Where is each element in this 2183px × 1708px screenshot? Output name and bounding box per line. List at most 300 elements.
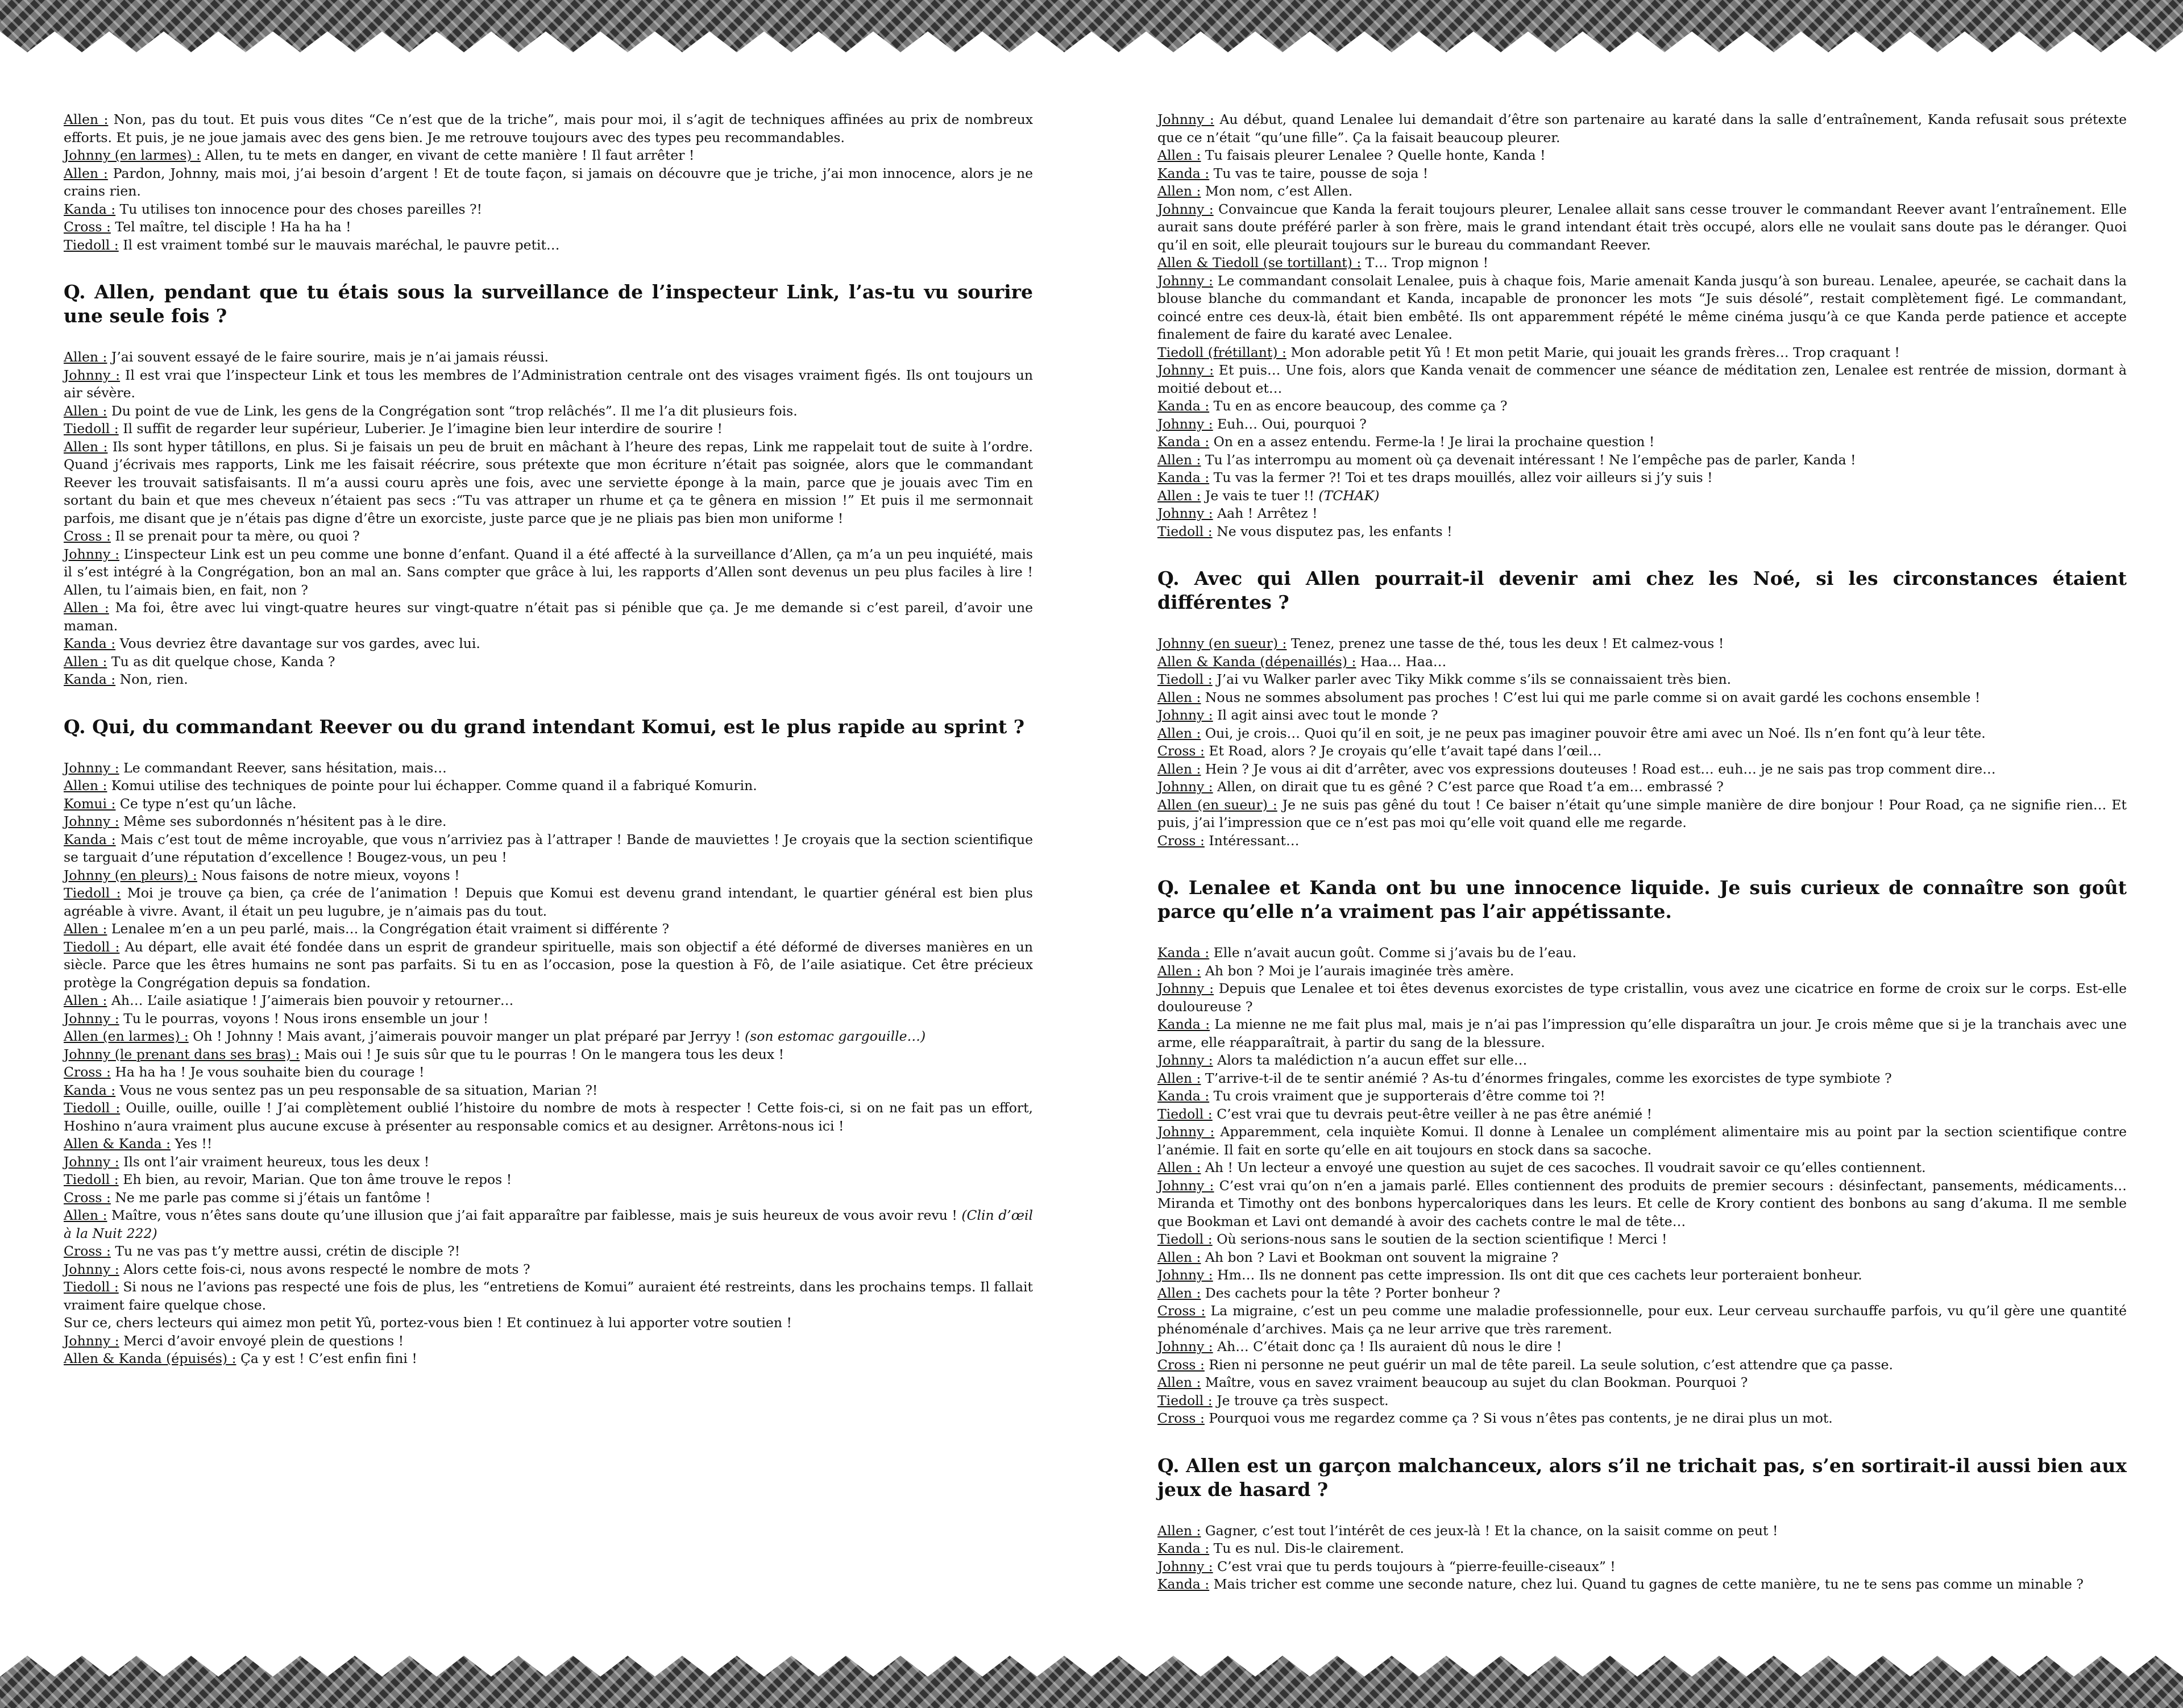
- dialogue-text: La mienne ne me fait plus mal, mais je n’ai pas l’impression qu’elle disparaîtra un jour. Je crois même que si je la tranchais avec une arme, elle réapparaîtrait, à partir du sang de la blessure.: [1157, 1016, 2127, 1050]
- dialogue-line: [64, 1350, 1033, 1368]
- speaker-label: Johnny :: [1157, 1267, 1213, 1283]
- dialogue-line: [1157, 1249, 2127, 1267]
- speaker-label: Cross :: [64, 219, 111, 235]
- speaker-label: Kanda :: [64, 831, 116, 847]
- dialogue-text: Non, pas du tout. Et puis vous dites “Ce n’est que de la triche”, mais pour moi, il s’agit de techniques affinées au prix de nombreux efforts. Et puis, je ne joue jamais avec des gens bien. Je me retrouve toujours avec des types peu recommandables.: [64, 111, 1033, 146]
- dialogue-text: Ah… C’était donc ça ! Ils auraient dû nous le dire !: [1213, 1339, 1562, 1354]
- dialogue-text: Il se prenait pour ta mère, ou quoi ?: [110, 528, 360, 544]
- dialogue-line: [1157, 451, 2127, 469]
- speaker-label: Allen :: [64, 165, 108, 181]
- question-heading: Q. Qui, du commandant Reever ou du grand intendant Komui, est le plus rapide au sprint ?: [64, 715, 1025, 738]
- speaker-label: Johnny :: [1157, 779, 1213, 795]
- dialogue-line: [1157, 778, 2127, 796]
- dialogue-line: [64, 1207, 1033, 1242]
- stage-direction: (son estomac gargouille…): [744, 1028, 926, 1044]
- dialogue-line: [64, 867, 1033, 885]
- dialogue-text: Au début, quand Lenalee lui demandait d’être son partenaire au karaté dans la salle d’entraînement, Kanda refusait sous prétexte que ce n’était “qu’une fille”. Ça la faisait beaucoup pleurer.: [1157, 111, 2127, 146]
- dialogue-line: [64, 884, 1033, 920]
- speaker-label: Johnny :: [64, 1261, 119, 1277]
- speaker-label: Allen :: [64, 1207, 107, 1223]
- dialogue-text: Tu utilises ton innocence pour des choses pareilles ?!: [115, 201, 483, 217]
- dialogue-text: Oh ! Johnny ! Mais avant, j’aimerais pouvoir manger un plat préparé par Jerryy !: [188, 1028, 745, 1044]
- dialogue-line: [1157, 944, 2127, 962]
- dialogue-line: [1157, 653, 2127, 671]
- dialogue-line: [1157, 1052, 2127, 1070]
- speaker-label: Kanda :: [1157, 1576, 1210, 1592]
- speaker-label: Allen :: [1157, 1522, 1201, 1539]
- dialogue-line: [64, 1082, 1033, 1100]
- dialogue-text: Tu as dit quelque chose, Kanda ?: [107, 653, 335, 670]
- dialogue-line: [64, 813, 1033, 831]
- dialogue-text: Mais tricher est comme une seconde nature, chez lui. Quand tu gagnes de cette manière, tu ne te sens pas comme un minable ?: [1209, 1576, 2084, 1592]
- dialogue-line: [1157, 1410, 2127, 1428]
- dialogue-text: Même ses subordonnés n’hésitent pas à le dire.: [119, 813, 447, 829]
- speaker-label: Tiedoll :: [1157, 1231, 1213, 1247]
- dialogue-line: [64, 402, 1033, 421]
- speaker-label: Allen (en sueur) :: [1157, 796, 1277, 813]
- dialogue-text: Vous devriez être davantage sur vos gardes, avec lui.: [115, 635, 480, 651]
- speaker-label: Kanda :: [64, 201, 116, 217]
- speaker-label: Allen :: [1157, 1285, 1201, 1301]
- dialogue-text: Ne me parle pas comme si j’étais un fantôme !: [110, 1189, 431, 1206]
- speaker-label: Allen :: [1157, 451, 1201, 468]
- dialogue-line: [1157, 487, 2127, 505]
- dialogue-text: Tu crois vraiment que je supporterais d’être comme toi ?!: [1209, 1088, 1605, 1104]
- speaker-label: Allen :: [1157, 487, 1201, 504]
- dialogue-line: [1157, 1087, 2127, 1106]
- speaker-label: Johnny (en sueur) :: [1157, 635, 1287, 651]
- dialogue-text: T’arrive-t-il de te sentir anémié ? As-tu d’énormes fringales, comme les exorcistes de type symbiote ?: [1201, 1070, 1892, 1086]
- speaker-label: Kanda :: [1157, 469, 1210, 485]
- dialogue-text: Oui, je crois… Quoi qu’il en soit, je ne peux pas imaginer pouvoir être ami avec un Noé. Ils n’en font qu’à leur tête.: [1201, 725, 1986, 741]
- speaker-label: Allen :: [1157, 689, 1201, 705]
- dialogue-text: Je ne suis pas gêné du tout ! Ce baiser n’était qu’une simple manière de dire bonjour ! Pour Road, ça ne signifie rien… Et puis, j’ai l’impression que ce n’est pas moi qu’elle voit quand elle me regarde.: [1157, 796, 2127, 830]
- dialogue-text: T… Trop mignon !: [1361, 255, 1489, 271]
- dialogue-line: [1157, 469, 2127, 487]
- speaker-label: Allen :: [64, 438, 108, 455]
- dialogue-text: Il suffit de regarder leur supérieur, Luberier. Je l’imagine bien leur interdire de sourire !: [118, 421, 723, 437]
- dialogue-line: [1157, 1356, 2127, 1374]
- speaker-label: Allen :: [1157, 1070, 1201, 1086]
- dialogue-line: [1157, 742, 2127, 761]
- speaker-label: Johnny (le prenant dans ses bras) :: [64, 1046, 300, 1062]
- speaker-label: Kanda :: [1157, 434, 1210, 450]
- dialogue-text: Je vais te tuer !!: [1201, 487, 1319, 504]
- dialogue-line: [1157, 111, 2127, 147]
- dialogue-text: Ouille, ouille, ouille ! J’ai complètement oublié l’histoire du nombre de mots à respecter ! Cette fois-ci, si on ne fait pas un effort, Hoshino n’aura vraiment plus aucune excuse à présenter au responsable comics et au designer. Arrêtons-nous ici !: [64, 1100, 1033, 1134]
- dialogue-line: [64, 1242, 1033, 1261]
- speaker-label: Allen :: [64, 653, 107, 670]
- speaker-label: Allen :: [64, 402, 107, 419]
- dialogue-line: [1157, 1266, 2127, 1285]
- dialogue-text: Et Road, alors ? Je croyais qu’elle t’avait tapé dans l’œil…: [1204, 743, 1602, 759]
- stage-direction: (Clin d’œil à la Nuit 222): [64, 1207, 1033, 1241]
- dialogue-line: [64, 1261, 1033, 1279]
- dialogue-line: [64, 1028, 1033, 1046]
- speaker-label: Cross :: [1157, 1303, 1206, 1319]
- dialogue-text: La migraine, c’est un peu comme une maladie professionnelle, pour eux. Leur cerveau surchauffe parfois, vu qu’il gère une quantité phénoménale d’archives. Mais ça ne leur arrive que très rarement.: [1157, 1303, 2127, 1337]
- dialogue-line: [64, 546, 1033, 600]
- dialogue-line: [64, 165, 1033, 201]
- left-column: [64, 111, 1033, 1368]
- dialogue-text: Nous ne sommes absolument pas proches ! C’est lui qui me parle comme si on avait gardé les cochons ensemble !: [1201, 689, 1981, 705]
- dialogue-text: C’est vrai que tu perds toujours à “pierre-feuille-ciseaux” !: [1213, 1558, 1616, 1574]
- speaker-label: Johnny :: [64, 1332, 119, 1349]
- dialogue-line: [1157, 980, 2127, 1016]
- dialogue-line: [1157, 671, 2127, 689]
- speaker-label: Allen :: [1157, 725, 1201, 741]
- dialogue-line: [64, 236, 1033, 255]
- dialogue-text: Hein ? Je vous ai dit d’arrêter, avec vos expressions douteuses ! Road est… euh… je ne sais pas trop comment dire…: [1201, 761, 1996, 777]
- dialogue-text: Sur ce, chers lecteurs qui aimez mon petit Yû, portez-vous bien ! Et continuez à lui apporter votre soutien !: [64, 1315, 792, 1331]
- dialogue-line: [1157, 1231, 2127, 1249]
- speaker-label: Tiedoll (frétillant) :: [1157, 344, 1286, 360]
- speaker-label: Cross :: [1157, 1356, 1205, 1373]
- dialogue-text: Hm… Ils ne donnent pas cette impression. Ils ont dit que ces cachets leur porteraient bonheur.: [1213, 1267, 1862, 1283]
- dialogue-line: [64, 111, 1033, 147]
- dialogue-text: Tu faisais pleurer Lenalee ? Quelle honte, Kanda !: [1201, 147, 1546, 163]
- dialogue-text: Il agit ainsi avec tout le monde ?: [1213, 707, 1438, 723]
- dialogue-line: [1157, 1123, 2127, 1159]
- dialogue-text: Mais c’est tout de même incroyable, que vous n’arriviez pas à l’attraper ! Bande de mauviettes ! Je croyais que la section scientifique se targuait d’une réputation d’excellence ! Bougez-vous, un peu !: [64, 831, 1033, 865]
- dialogue-line: [1157, 1576, 2127, 1594]
- dialogue-text: Ha ha ha ! Je vous souhaite bien du courage !: [110, 1064, 425, 1080]
- speaker-label: Johnny :: [64, 546, 119, 562]
- dialogue-text: Ils sont hyper tâtillons, en plus. Si je faisais un peu de bruit en mâchant à l’heure des repas, Link me rappelait tout de suite à l’ordre. Quand j’écrivais mes rapports, Link me les faisait réécrire, sous prétexte que mon écriture n’était pas soignée, alors que le commandant Reever les trouvait satisfaisants. Il m’a aussi couru après une fois, avec une serviette éponge à la main, parce que je jouais avec Tim en sortant du bain et que mes cheveux n’étaient pas secs :“Tu vas attraper un rhume et ça te gênera en mission !” Et puis il me sermonnait parfois, me disant que je n’étais pas digne d’être un exorciste, juste parce que je ne pliais pas bien mon uniforme !: [64, 438, 1033, 526]
- dialogue-text: Des cachets pour la tête ? Porter bonheur ?: [1201, 1285, 1500, 1301]
- speaker-label: Komui :: [64, 795, 116, 812]
- dialogue-line: [64, 635, 1033, 653]
- speaker-label: Allen & Kanda :: [64, 1136, 171, 1152]
- speaker-label: Johnny :: [1157, 505, 1213, 521]
- dialogue-text: Tu le pourras, voyons ! Nous irons ensemble un jour !: [119, 1010, 489, 1027]
- dialogue-line: [64, 348, 1033, 367]
- dialogue-text: Euh… Oui, pourquoi ?: [1213, 415, 1367, 432]
- speaker-label: Allen :: [64, 921, 107, 937]
- dialogue-text: Ça y est ! C’est enfin fini !: [236, 1350, 417, 1366]
- dialogue-text: Ne vous disputez pas, les enfants !: [1212, 523, 1452, 539]
- dialogue-line: [1157, 397, 2127, 415]
- dialogue-text: Non, rien.: [115, 671, 188, 687]
- speaker-label: Johnny :: [1157, 201, 1214, 217]
- speaker-label: Kanda :: [1157, 165, 1210, 181]
- question-heading: Q. Allen est un garçon malchanceux, alors s’il ne trichait pas, s’en sortirait-il aussi bien aux jeux de hasard ?: [1157, 1454, 2127, 1501]
- dialogue-text: Allen, on dirait que tu es gêné ? C’est parce que Road t’a em… embrassé ?: [1213, 779, 1724, 795]
- dialogue-text: J’ai vu Walker parler avec Tiky Mikk comme s’ils se connaissaient très bien.: [1212, 671, 1732, 687]
- dialogue-text: L’inspecteur Link est un peu comme une bonne d’enfant. Quand il a été affecté à la surveillance d’Allen, ça m’a un peu inquiété, mais il s’est intégré à la Congrégation, bon an mal an. Sans compter que grâce à lui, les rapports d’Allen sont devenus un peu plus faciles à lire ! Allen, tu l’aimais bien, en fait, non ?: [64, 546, 1033, 598]
- dialogue-text: Où serions-nous sans le soutien de la section scientifique ! Merci !: [1212, 1231, 1667, 1247]
- speaker-label: Tiedoll :: [64, 421, 119, 437]
- dialogue-text: Pourquoi vous me regardez comme ça ? Si vous n’êtes pas contents, je ne dirai plus un mot.: [1204, 1410, 1833, 1426]
- speaker-label: Tiedoll :: [1157, 671, 1213, 687]
- speaker-label: Allen :: [1157, 761, 1201, 777]
- dialogue-text: Tu ne vas pas t’y mettre aussi, crétin de disciple ?!: [110, 1243, 460, 1259]
- speaker-label: Allen & Tiedoll (se tortillant) :: [1157, 255, 1362, 271]
- dialogue-text: Convaincue que Kanda la ferait toujours pleurer, Lenalee allait sans cesse trouver le commandant Reever avant l’entraînement. Elle aurait sans doute préféré parler à son frère, mais le grand intendant était très occupé, alors elle ne voulait sans doute pas le déranger. Quoi qu’il en soit, elle pleurait toujours sur le bureau du commandant Reever.: [1157, 201, 2127, 253]
- dialogue-text: J’ai souvent essayé de le faire sourire, mais je n’ai jamais réussi.: [107, 349, 549, 365]
- speaker-label: Kanda :: [64, 671, 116, 687]
- dialogue-line: [1157, 725, 2127, 743]
- dialogue-line: [64, 831, 1033, 867]
- dialogue-text: Merci d’avoir envoyé plein de questions !: [119, 1332, 404, 1349]
- dialogue-text: Si nous ne l’avions pas respecté une fois de plus, les “entretiens de Komui” auraient été restreints, dans les prochains temps. Il fallait vraiment faire quelque chose.: [64, 1279, 1033, 1313]
- dialogue-line: [64, 527, 1033, 546]
- dialogue-line: [1157, 147, 2127, 165]
- dialogue-line: [64, 420, 1033, 438]
- speaker-label: Tiedoll :: [1157, 523, 1213, 539]
- speaker-label: Tiedoll :: [64, 1100, 121, 1116]
- decorative-zigzag-border-bottom: [0, 1656, 2183, 1708]
- speaker-label: Kanda :: [1157, 1540, 1210, 1556]
- speaker-label: Allen :: [1157, 147, 1201, 163]
- dialogue-line: [1157, 635, 2127, 653]
- speaker-label: Cross :: [1157, 1410, 1205, 1426]
- speaker-label: Cross :: [64, 528, 111, 544]
- speaker-label: Johnny :: [1157, 415, 1213, 432]
- dialogue-line: [64, 1332, 1033, 1350]
- dialogue-text: C’est vrai que tu devrais peut-être veiller à ne pas être anémié !: [1212, 1106, 1653, 1122]
- speaker-label: Allen & Kanda (épuisés) :: [64, 1350, 236, 1366]
- speaker-label: Allen :: [64, 992, 107, 1008]
- question-heading: Q. Lenalee et Kanda ont bu une innocence liquide. Je suis curieux de connaître son goût parce qu’elle n’a vraiment pas l’air appétissante.: [1157, 876, 2127, 922]
- dialogue-line: [64, 1171, 1033, 1189]
- dialogue-text: Et puis… Une fois, alors que Kanda venait de commencer une séance de méditation zen, Lenalee est rentrée de mission, dormant à moitié debout et…: [1157, 362, 2127, 396]
- speaker-label: Allen :: [1157, 183, 1201, 199]
- speaker-label: Johnny :: [64, 813, 119, 829]
- dialogue-text: Le commandant Reever, sans hésitation, mais…: [119, 759, 447, 776]
- speaker-label: Allen :: [1157, 1374, 1201, 1390]
- speaker-label: Tiedoll :: [1157, 1392, 1213, 1408]
- speaker-label: Allen :: [64, 778, 107, 793]
- dialogue-text: Intéressant…: [1204, 832, 1300, 849]
- dialogue-line: [1157, 761, 2127, 779]
- dialogue-line: [1157, 344, 2127, 362]
- speaker-label: Tiedoll :: [1157, 1106, 1213, 1122]
- dialogue-line: [64, 1189, 1033, 1207]
- dialogue-line: [1157, 707, 2127, 725]
- dialogue-text: Tel maître, tel disciple ! Ha ha ha !: [110, 219, 351, 235]
- decorative-zigzag-border-top: [0, 0, 2183, 52]
- speaker-label: Johnny :: [1157, 1124, 1215, 1140]
- speaker-label: Johnny :: [1157, 1558, 1213, 1574]
- dialogue-text: Eh bien, au revoir, Marian. Que ton âme trouve le repos !: [118, 1171, 512, 1187]
- speaker-label: Allen :: [64, 111, 109, 127]
- speaker-label: Allen (en larmes) :: [64, 1028, 189, 1044]
- speaker-label: Kanda :: [64, 635, 116, 651]
- speaker-label: Tiedoll :: [64, 885, 121, 901]
- speaker-label: Cross :: [1157, 832, 1205, 849]
- dialogue-text: Mon adorable petit Yû ! Et mon petit Marie, qui jouait les grands frères… Trop craquant !: [1286, 344, 1900, 360]
- dialogue-text: Tenez, prenez une tasse de thé, tous les deux ! Et calmez-vous !: [1286, 635, 1724, 651]
- dialogue-line: [1157, 523, 2127, 541]
- dialogue-text: Haa… Haa…: [1356, 653, 1447, 670]
- dialogue-line: [64, 653, 1033, 671]
- dialogue-line: [1157, 1016, 2127, 1052]
- dialogue-text: Tu l’as interrompu au moment où ça devenait intéressant ! Ne l’empêche pas de parler, Kanda !: [1201, 451, 1856, 468]
- speaker-label: Johnny (en larmes) :: [64, 147, 201, 163]
- dialogue-text: Alors ta malédiction n’a aucun effet sur elle…: [1213, 1052, 1528, 1068]
- dialogue-text: Ils ont l’air vraiment heureux, tous les deux !: [119, 1153, 430, 1170]
- dialogue-text: On en a assez entendu. Ferme-la ! Je lirai la prochaine question !: [1209, 434, 1655, 450]
- dialogue-text: Ah… L’aile asiatique ! J’aimerais bien pouvoir y retourner…: [107, 992, 514, 1008]
- speaker-label: Johnny (en pleurs) :: [64, 867, 197, 883]
- speaker-label: Johnny :: [1157, 111, 1214, 127]
- dialogue-text: Tu vas te taire, pousse de soja !: [1209, 165, 1429, 181]
- speaker-label: Tiedoll :: [64, 1279, 119, 1295]
- dialogue-line: [64, 1314, 1033, 1332]
- dialogue-line: [1157, 1159, 2127, 1177]
- dialogue-line: [1157, 433, 2127, 451]
- speaker-label: Cross :: [64, 1064, 111, 1080]
- dialogue-text: Depuis que Lenalee et toi êtes devenus exorcistes de type cristallin, vous avez une cicatrice en forme de croix sur le corps. Est-elle douloureuse ?: [1157, 980, 2127, 1015]
- dialogue-text: Tu vas la fermer ?! Toi et tes draps mouillés, allez voir ailleurs si j’y suis !: [1209, 469, 1713, 485]
- speaker-label: Cross :: [64, 1243, 111, 1259]
- dialogue-line: [64, 147, 1033, 165]
- dialogue-text: Le commandant consolait Lenalee, puis à chaque fois, Marie amenait Kanda jusqu’à son bureau. Lenalee, apeurée, se cachait dans la blouse blanche du commandant et Kanda, incapable de prononcer les mots “Je suis désolé”, restait complètement figé. Le commandant, coincé entre ces deux-là, était bien embêté. Ils ont apparemment répété le même cinéma jusqu’à ce que Kanda perde patience et accepte finalement de faire du karaté avec Lenalee.: [1157, 272, 2127, 342]
- speaker-label: Allen :: [1157, 1160, 1201, 1175]
- question-heading: Q. Allen, pendant que tu étais sous la surveillance de l’inspecteur Link, l’as-tu vu sourire une seule fois ?: [64, 281, 1033, 327]
- dialogue-text: Aah ! Arrêtez !: [1213, 505, 1318, 521]
- dialogue-line: [64, 599, 1033, 635]
- dialogue-line: [64, 1063, 1033, 1082]
- dialogue-line: [64, 218, 1033, 236]
- dialogue-line: [64, 938, 1033, 992]
- dialogue-text: Alors cette fois-ci, nous avons respecté le nombre de mots ?: [119, 1261, 530, 1277]
- stage-direction: (TCHAK): [1318, 487, 1380, 504]
- dialogue-text: Ma foi, être avec lui vingt-quatre heures sur vingt-quatre n’était pas si pénible que ça. Je me demande si c’est pareil, d’avoir une maman.: [64, 600, 1033, 634]
- dialogue-line: [1157, 165, 2127, 183]
- speaker-label: Johnny :: [1157, 1052, 1213, 1068]
- speaker-label: Johnny :: [1157, 1339, 1213, 1354]
- dialogue-line: [64, 920, 1033, 938]
- speaker-label: Kanda :: [1157, 1016, 1210, 1032]
- dialogue-line: [1157, 201, 2127, 255]
- speaker-label: Johnny :: [64, 367, 121, 383]
- dialogue-line: [1157, 361, 2127, 397]
- dialogue-text: Ce type n’est qu’un lâche.: [115, 795, 297, 812]
- question-heading: Q. Avec qui Allen pourrait-il devenir ami chez les Noé, si les circonstances étaient différentes ?: [1157, 567, 2127, 613]
- dialogue-text: Ah bon ? Lavi et Bookman ont souvent la migraine ?: [1201, 1249, 1559, 1265]
- dialogue-text: Rien ni personne ne peut guérir un mal de tête pareil. La seule solution, c’est attendre que ça passe.: [1204, 1356, 1894, 1373]
- dialogue-line: [64, 1010, 1033, 1028]
- speaker-label: Cross :: [64, 1189, 111, 1206]
- dialogue-line: [1157, 1392, 2127, 1410]
- dialogue-line: [1157, 1106, 2127, 1124]
- speaker-label: Kanda :: [1157, 398, 1210, 414]
- dialogue-text: Moi je trouve ça bien, ça crée de l’animation ! Depuis que Komui est devenu grand intendant, le quartier général est bien plus agréable à vivre. Avant, il était un peu lugubre, je n’aimais pas du tout.: [64, 885, 1033, 919]
- speaker-label: Johnny :: [64, 1153, 119, 1170]
- dialogue-text: Maître, vous en savez vraiment beaucoup au sujet du clan Bookman. Pourquoi ?: [1201, 1374, 1748, 1390]
- dialogue-text: Au départ, elle avait été fondée dans un esprit de grandeur spirituelle, mais son objectif a été déformé de diverses manières en un siècle. Parce que les êtres humains ne sont pas parfaits. Si tu en as l’occasion, pose la question à Fô, de l’aile asiatique. Cet être précieux protège la Congrégation depuis sa fondation.: [64, 938, 1033, 991]
- dialogue-text: Pardon, Johnny, mais moi, j’ai besoin d’argent ! Et de toute façon, si jamais on découvre que je triche, j’ai mon innocence, alors je ne crains rien.: [64, 165, 1034, 199]
- speaker-label: Johnny :: [1157, 1177, 1214, 1194]
- dialogue-line: [64, 1278, 1033, 1314]
- dialogue-line: [1157, 832, 2127, 850]
- speaker-label: Johnny :: [1157, 362, 1214, 378]
- dialogue-line: [64, 1046, 1033, 1064]
- dialogue-line: [64, 1099, 1033, 1135]
- dialogue-text: Gagner, c’est tout l’intérêt de ces jeux-là ! Et la chance, on la saisit comme on peut !: [1201, 1522, 1778, 1539]
- speaker-label: Johnny :: [1157, 272, 1213, 289]
- dialogue-line: [64, 992, 1033, 1010]
- dialogue-line: [64, 759, 1033, 778]
- dialogue-line: [64, 777, 1033, 795]
- dialogue-text: Ah ! Un lecteur a envoyé une question au sujet de ces sacoches. Il voudrait savoir ce qu’elles contiennent.: [1201, 1160, 1926, 1175]
- dialogue-line: [1157, 1070, 2127, 1088]
- speaker-label: Cross :: [1157, 743, 1205, 759]
- dialogue-line: [64, 1135, 1033, 1153]
- dialogue-line: [64, 438, 1033, 528]
- dialogue-text: Yes !!: [171, 1136, 213, 1152]
- dialogue-line: [1157, 505, 2127, 523]
- dialogue-text: Mais oui ! Je suis sûr que tu le pourras ! On le mangera tous les deux !: [300, 1046, 785, 1062]
- speaker-label: Allen :: [64, 349, 107, 365]
- speaker-label: Kanda :: [1157, 1088, 1210, 1104]
- dialogue-text: Il est vraiment tombé sur le mauvais maréchal, le pauvre petit…: [118, 236, 560, 253]
- speaker-label: Johnny :: [64, 759, 119, 776]
- dialogue-text: Nous faisons de notre mieux, voyons !: [197, 867, 460, 883]
- dialogue-text: Tu es nul. Dis-le clairement.: [1209, 1540, 1404, 1556]
- dialogue-line: [1157, 1285, 2127, 1303]
- dialogue-text: Du point de vue de Link, les gens de la Congrégation sont “trop relâchés”. Il me l’a dit plusieurs fois.: [107, 402, 798, 419]
- dialogue-line: [1157, 1302, 2127, 1338]
- dialogue-line: [1157, 1558, 2127, 1576]
- dialogue-line: [64, 201, 1033, 219]
- speaker-label: Tiedoll :: [64, 1171, 119, 1187]
- dialogue-line: [1157, 796, 2127, 832]
- dialogue-line: [1157, 182, 2127, 201]
- speaker-label: Kanda :: [1157, 945, 1210, 961]
- dialogue-text: Ah bon ? Moi je l’aurais imaginée très amère.: [1201, 962, 1514, 979]
- dialogue-text: Mon nom, c’est Allen.: [1201, 183, 1353, 199]
- right-column: [1157, 111, 2127, 1594]
- dialogue-line: [1157, 1540, 2127, 1558]
- speaker-label: Tiedoll :: [64, 938, 120, 955]
- dialogue-text: Il est vrai que l’inspecteur Link et tous les membres de l’Administration centrale ont des visages vraiment figés. Ils ont toujours un air sévère.: [64, 367, 1033, 401]
- dialogue-line: [1157, 1522, 2127, 1540]
- dialogue-line: [1157, 1374, 2127, 1392]
- dialogue-line: [64, 367, 1033, 402]
- dialogue-line: [1157, 415, 2127, 434]
- dialogue-text: C’est vrai qu’on n’en a jamais parlé. Elles contiennent des produits de premier secours : désinfectant, pansements, médicaments… Miranda et Timothy ont des bonbons hypercaloriques dans les leurs. Et celle de Krory contient des bonbons au sang d’akuma. Il me semble que Bookman et Lavi ont demandé à avoir des cachets contre le mal de tête…: [1157, 1177, 2127, 1229]
- speaker-label: Johnny :: [1157, 707, 1213, 723]
- dialogue-line: [1157, 1177, 2127, 1231]
- dialogue-line: [1157, 254, 2127, 272]
- dialogue-line: [1157, 272, 2127, 344]
- dialogue-text: Apparemment, cela inquiète Komui. Il donne à Lenalee un complément alimentaire mis au point par la section scientifique contre l’anémie. Il fait en sorte qu’elle en ait toujours en stock dans sa sacoche.: [1157, 1124, 2127, 1158]
- dialogue-line: [64, 1153, 1033, 1171]
- speaker-label: Kanda :: [64, 1082, 116, 1098]
- speaker-label: Allen :: [1157, 962, 1201, 979]
- dialogue-text: Elle n’avait aucun goût. Comme si j’avais bu de l’eau.: [1209, 945, 1577, 961]
- speaker-label: Johnny :: [1157, 980, 1214, 996]
- speaker-label: Johnny :: [64, 1010, 119, 1027]
- dialogue-line: [1157, 689, 2127, 707]
- speaker-label: Tiedoll :: [64, 236, 119, 253]
- dialogue-text: Tu en as encore beaucoup, des comme ça ?: [1209, 398, 1508, 414]
- dialogue-text: Maître, vous n’êtes sans doute qu’une illusion que j’ai fait apparaître par faiblesse, mais je suis heureux de vous avoir revu !: [107, 1207, 962, 1223]
- dialogue-line: [64, 795, 1033, 813]
- dialogue-text: Allen, tu te mets en danger, en vivant de cette manière ! Il faut arrêter !: [200, 147, 695, 163]
- speaker-label: Allen :: [64, 600, 109, 616]
- dialogue-line: [1157, 1338, 2127, 1356]
- dialogue-text: Vous ne vous sentez pas un peu responsable de sa situation, Marian ?!: [115, 1082, 598, 1098]
- dialogue-text: Komui utilise des techniques de pointe pour lui échapper. Comme quand il a fabriqué Komurin.: [107, 778, 757, 793]
- dialogue-text: Lenalee m’en a un peu parlé, mais… la Congrégation était vraiment si différente ?: [107, 921, 670, 937]
- dialogue-line: [64, 671, 1033, 689]
- dialogue-line: [1157, 962, 2127, 980]
- speaker-label: Allen :: [1157, 1249, 1201, 1265]
